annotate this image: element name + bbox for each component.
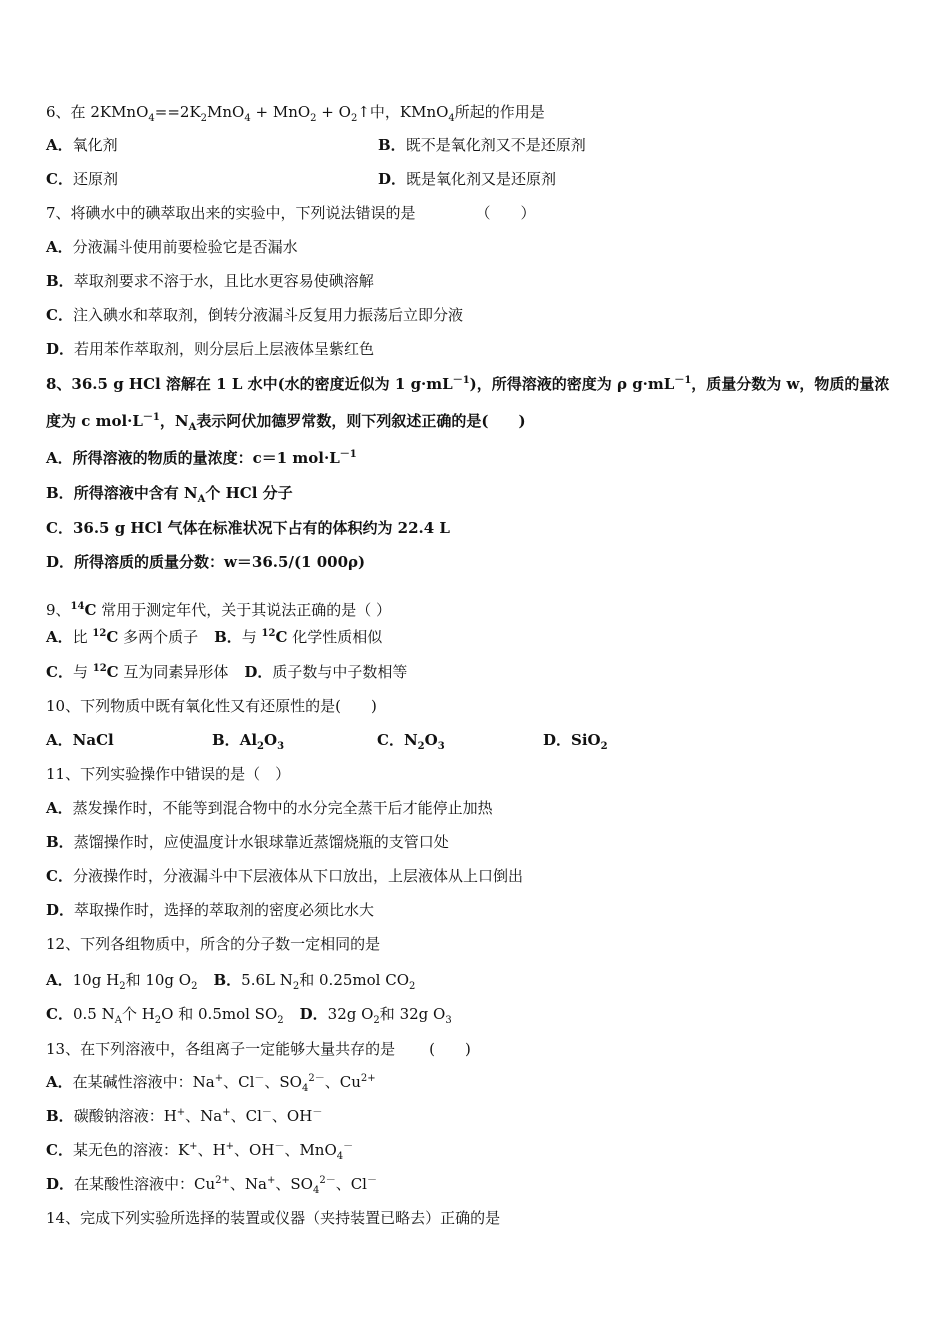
q9-stem: 9、$^{14}$C 常用于测定年代，关于其说法正确的是（ ） — [46, 601, 391, 619]
q9-option-d: D．质子数与中子数相等 — [244, 663, 408, 681]
q11-option-c: C．分液操作时，分液漏斗中下层液体从下口放出，上层液体从上口倒出 — [46, 867, 523, 885]
q9-options-row2 — [46, 661, 407, 683]
q6-option-b: B．既不是氧化剂又不是还原剂 — [378, 136, 586, 154]
q11-option-d: D．萃取操作时，选择的萃取剂的密度必须比水大 — [46, 901, 375, 919]
q6-options-row2 — [46, 168, 906, 190]
q11-stem: 11、下列实验操作中错误的是（ ） — [46, 765, 291, 783]
q8-stem-line2: 度为 c $mol\cdot L^{-1}$，$N_A$表示阿伏加德罗常数，则下列叙述正确的是( ) — [46, 412, 526, 433]
q9-options-row1 — [46, 626, 382, 648]
q6-options-row1 — [46, 134, 906, 156]
q13-option-c: C．某无色的溶液：K+、H+、OH－、MnO$_4$－ — [46, 1141, 354, 1162]
q9-option-b: B．与 $^{12}$C 化学性质相似 — [214, 628, 383, 646]
q9-option-a: A．比 $^{12}$C 多两个质子 — [46, 628, 199, 646]
q12-option-a: A．10g $H_2$和 10g $O_2$ — [46, 971, 198, 992]
gas-arrow: ↑ — [357, 103, 370, 121]
q13-option-b: B．碳酸钠溶液：H+、Na+、Cl－、OH－ — [46, 1107, 323, 1125]
q7-option-d: D．若用苯作萃取剂，则分层后上层液体呈紫红色 — [46, 340, 375, 358]
q10-option-a: A．NaCl — [46, 731, 114, 749]
q8-stem-line1: 8、36.5 g HCl 溶解在 1 L 水中(水的密度近似为 1 $g\cdot mL^{-1}$)，所得溶液的密度为 ρ $g\cdot mL^{-1}$，质量分数为 w，物质的量浓 — [46, 375, 890, 393]
answer-blank: ( ) — [429, 1040, 471, 1058]
q10-stem: 10、下列物质中既有氧化性又有还原性的是( ) — [46, 697, 377, 715]
q13-option-d: D．在某酸性溶液中：$Cu^{2+}$、Na+、$SO_4^{2-}$、Cl－ — [46, 1175, 377, 1196]
q6-number: 6、 — [46, 103, 71, 121]
q10-option-c: C．$N_2O_3$ — [377, 731, 445, 752]
q6-option-c: C．还原剂 — [46, 170, 118, 188]
q6-option-a: A．氧化剂 — [46, 136, 118, 154]
q13-stem: 13、在下列溶液中，各组离子一定能够大量共存的是 ( ) — [46, 1040, 471, 1058]
q14-stem: 14、完成下列实验所选择的装置或仪器（夹持装置已略去）正确的是 — [46, 1209, 501, 1227]
q10-option-d: D．SiO$_2$ — [543, 731, 608, 752]
q12-option-d: D．32g $O_2$和 32g $O_3$ — [299, 1005, 452, 1026]
q7-stem: 7、将碘水中的碘萃取出来的实验中，下列说法错误的是 （ ） — [46, 204, 536, 222]
q11-option-b: B．蒸馏操作时，应使温度计水银球靠近蒸馏烧瓶的支管口处 — [46, 833, 449, 851]
q8-option-d: D．所得溶质的质量分数：w＝36.5/(1 000ρ) — [46, 553, 366, 571]
q12-option-b: B．5.6L $N_2$和 0.25mol $CO_2$ — [213, 971, 416, 992]
q12-option-c: C．0.5 $N_A$个 $H_2O$ 和 0.5mol $SO_2$ — [46, 1005, 284, 1026]
q8-option-a: A．所得溶液的物质的量浓度：c＝1 $mol\cdot L^{-1}$ — [46, 449, 357, 467]
q13-option-a: A．在某碱性溶液中：Na+、Cl－、$SO_4^{2-}$、$Cu^{2+}$ — [46, 1073, 376, 1094]
q7-option-c: C．注入碘水和萃取剂，倒转分液漏斗反复用力振荡后立即分液 — [46, 306, 463, 324]
q11-option-a: A．蒸发操作时，不能等到混合物中的水分完全蒸干后才能停止加热 — [46, 799, 493, 817]
q12-options-row1 — [46, 969, 415, 991]
q9-option-c: C．与 $^{12}$C 互为同素异形体 — [46, 663, 229, 681]
q6-stem: 6、在 $2KMnO_4==2K_2MnO_4 + MnO_2$ + $O_2↑$中，KMnO$_4$所起的作用是 — [46, 103, 545, 124]
q10-options — [46, 729, 746, 751]
q12-stem: 12、下列各组物质中，所含的分子数一定相同的是 — [46, 935, 381, 953]
q8-option-b: B．所得溶液中含有 $N_A$个 HCl 分子 — [46, 484, 293, 505]
q7-option-a: A．分液漏斗使用前要检验它是否漏水 — [46, 238, 298, 256]
q10-option-b: B．$Al_2O_3$ — [212, 731, 285, 752]
q6-option-d: D．既是氧化剂又是还原剂 — [378, 170, 557, 188]
q7-option-b: B．萃取剂要求不溶于水，且比水更容易使碘溶解 — [46, 272, 374, 290]
answer-blank: （ ） — [475, 204, 536, 222]
q8-option-c: C．36.5 g HCl 气体在标准状况下占有的体积约为 22.4 L — [46, 519, 450, 537]
q12-options-row2 — [46, 1003, 452, 1025]
